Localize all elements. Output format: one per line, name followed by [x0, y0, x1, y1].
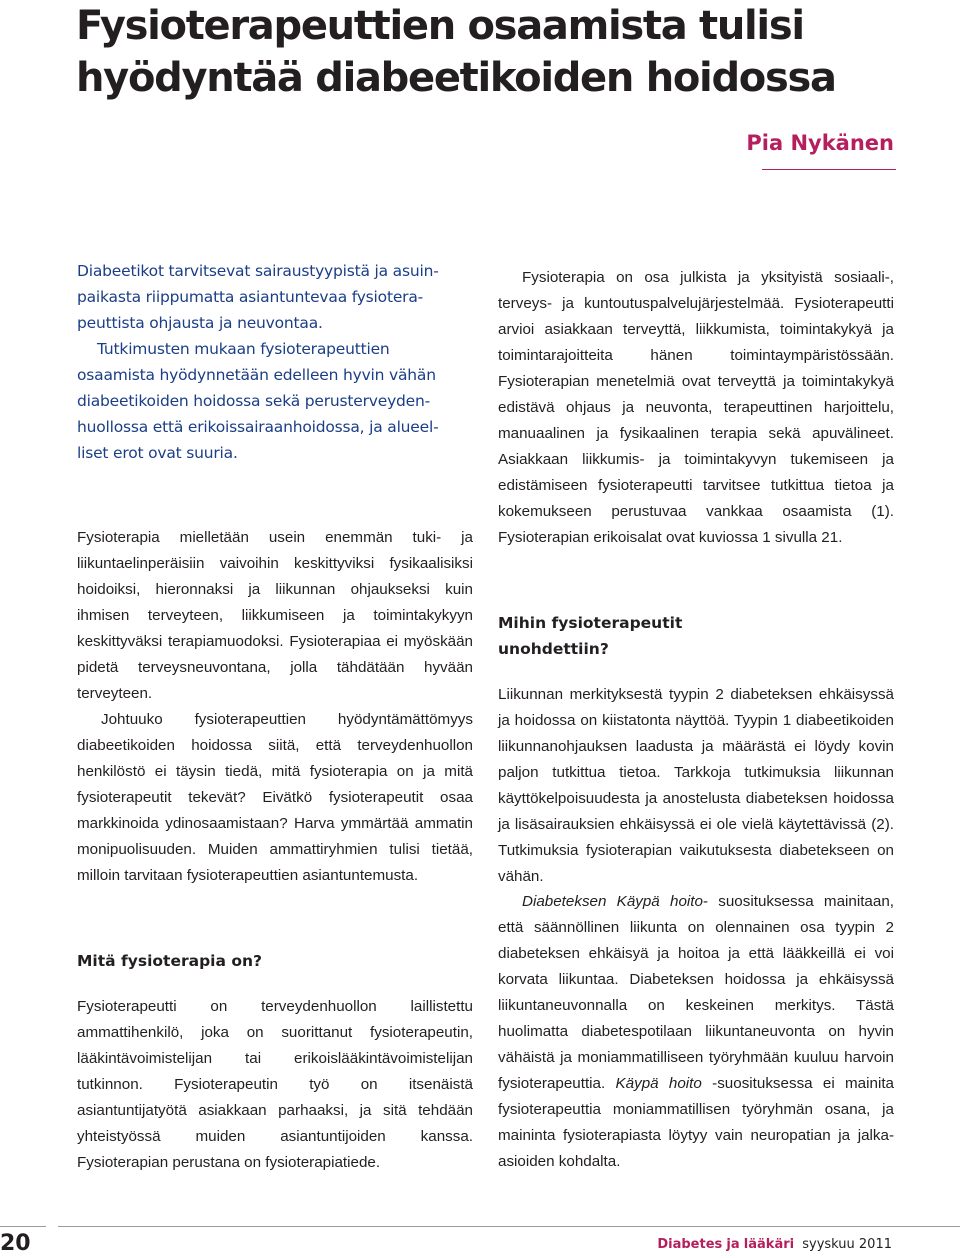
- lead-line: liset erot ovat suuria.: [77, 444, 238, 462]
- lead-line: diabeetikoiden hoidossa sekä perusterveyden-: [77, 392, 431, 410]
- footer-rule-left: [0, 1226, 46, 1227]
- body-paragraph-3: Fysioterapeutti on terveydenhuollon laillistettu ammattihenkilö, joka on suorittanut fysioterapeutin, lääkintävoimistelijan tai erikoislääkintävoimistelijan tutkinnon. Fysioterapeutin työ on itsenäistä asiantuntijatyötä asiakkaan parhaaksi, ja sitä tehdään yhteistyössä muiden asiantuntijoiden kanssa. Fysioterapian perustana on fysioterapiatiede.: [77, 998, 473, 1171]
- footer-rule: [58, 1226, 960, 1227]
- page-number: 20: [0, 1231, 31, 1256]
- author-rule: [762, 169, 896, 170]
- journal-name-part: Diabetes: [657, 1237, 723, 1252]
- author-name: Pia Nykänen: [746, 131, 894, 155]
- emphasis-kaypa-hoito: Diabeteksen Käypä hoito: [522, 893, 703, 910]
- text-run: -suosituksessa ei mainita fysioterapeuttia moniammatillisen työryhmän osana, ja maininta fysioterapiasta löytyy vain neuropatian ja jalka-asioiden kohdalta.: [498, 1075, 894, 1170]
- title-line-2: hyödyntää diabeetikoiden hoidossa: [76, 55, 836, 101]
- lead-line: peuttista ohjausta ja neuvontaa.: [77, 314, 323, 332]
- journal-credit: [657, 1237, 892, 1252]
- body-paragraph-5: Liikunnan merkityksestä tyypin 2 diabeteksen ehkäisyssä ja hoidossa on kiistatonta näyttöä. Tyypin 1 diabeetikoiden liikunnanohjauksen laadusta ja määrästä ei löydy kovin paljon tutkittua tietoa. Tarkkoja tutkimuksia liikunnan käyttökelpoisuudesta ja anostelusta diabeteksen hoidossa ja lisäsairauksien ehkäisyssä ei ole vielä käytettävissä (2). Tutkimuksia fysioterapian vaikutuksesta diabetekseen on vähän.: [498, 686, 894, 885]
- lead-line: osaamista hyödynnetään edelleen hyvin vähän: [77, 366, 436, 384]
- journal-name-part: ja: [726, 1237, 740, 1252]
- title-line-1: Fysioterapeuttien osaamista tulisi: [76, 3, 804, 49]
- lead-line: Tutkimusten mukaan fysioterapeuttien: [97, 340, 390, 358]
- body-paragraph-1: Fysioterapia mielletään usein enemmän tuki- ja liikuntaelinperäisiin vaivoihin keskittyviksi fysikaalisiksi hoidoiksi, hieronnaksi ja liikunnan ohjaukseksi kuin ihmisen terveyteen, liikkumiseen ja toimintakykyyn keskittyväksi terapiamuodoksi. Fysioterapiaa ei myöskään pidetä terveysneuvontana, jolla tähdätään hyvään terveyteen.: [77, 529, 473, 702]
- article-title: [76, 0, 936, 104]
- subheading-why-forgotten: [498, 610, 894, 662]
- subheading-line: unohdettiin?: [498, 640, 609, 658]
- lead-line: Diabeetikot tarvitsevat sairaustyypistä ja asuin-: [77, 262, 439, 280]
- journal-name-part: lääkäri: [743, 1237, 795, 1252]
- subheading-what-is-physiotherapy: Mitä fysioterapia on?: [77, 952, 263, 970]
- subheading-line: Mihin fysioterapeutit: [498, 614, 683, 632]
- lead-line: paikasta riippumatta asiantuntevaa fysiotera-: [77, 288, 424, 306]
- body-paragraph-4: Fysioterapia on osa julkista ja yksityistä sosiaali-, terveys- ja kuntoutuspalvelujärjestelmää. Fysioterapeutti arvioi asiakkaan terveyttä, liikkumista, toimintakykyä ja toimintarajoitteita hänen toimintaympäristössään. Fysioterapian menetelmiä ovat terveyttä ja toimintakykyä edistävä ohjaus ja neuvonta, terapeuttinen harjoittelu, manuaalinen ja fysikaalinen terapia sekä apuvälineet. Asiakkaan liikkumis- ja toimintakyvyn tukemiseen ja edistämiseen fysioterapeutti tarvitsee tutkittua tietoa ja kokemukseen perustuvaa vankkaa osaamista (1). Fysioterapian erikoisalat ovat kuviossa 1 sivulla 21.: [498, 269, 894, 546]
- journal-issue: syyskuu 2011: [802, 1237, 892, 1252]
- text-run: - suosituksessa mainitaan, että säännöllinen liikunta on olennainen osa tyypin 2 diabeteksen ehkäisyä ja hoitoa ja että lääkkeillä ei voi korvata liikuntaa. Diabeteksen hoidossa ja ehkäisyssä liikuntaneuvonnalla on keskeinen merkitys. Tästä huolimatta diabetespotilaan liikuntaneuvonta on hyvin vähäistä ja moniammatilliseen työryhmään kuuluu harvoin fysioterapeuttia.: [498, 893, 894, 1092]
- body-paragraph-6: [498, 889, 894, 1175]
- lead-paragraph: [77, 258, 463, 466]
- body-paragraph-2: Johtuuko fysioterapeuttien hyödyntämättömyys diabeetikoiden hoidossa siitä, että terveydenhuollon henkilöstö ei täysin tiedä, mitä fysioterapia on ja mitä fysioterapeutit tekevät? Eivätkö fysioterapeutit osaa markkinoida ydinosaamistaan? Harva ymmärtää ammatin monipuolisuuden. Muiden ammattiryhmien tulisi tietää, milloin tarvitaan fysioterapeuttien asiantuntemusta.: [77, 711, 473, 884]
- emphasis-kaypa-hoito: Käypä hoito: [615, 1075, 702, 1092]
- lead-line: huollossa että erikoissairaanhoidossa, ja alueel-: [77, 418, 439, 436]
